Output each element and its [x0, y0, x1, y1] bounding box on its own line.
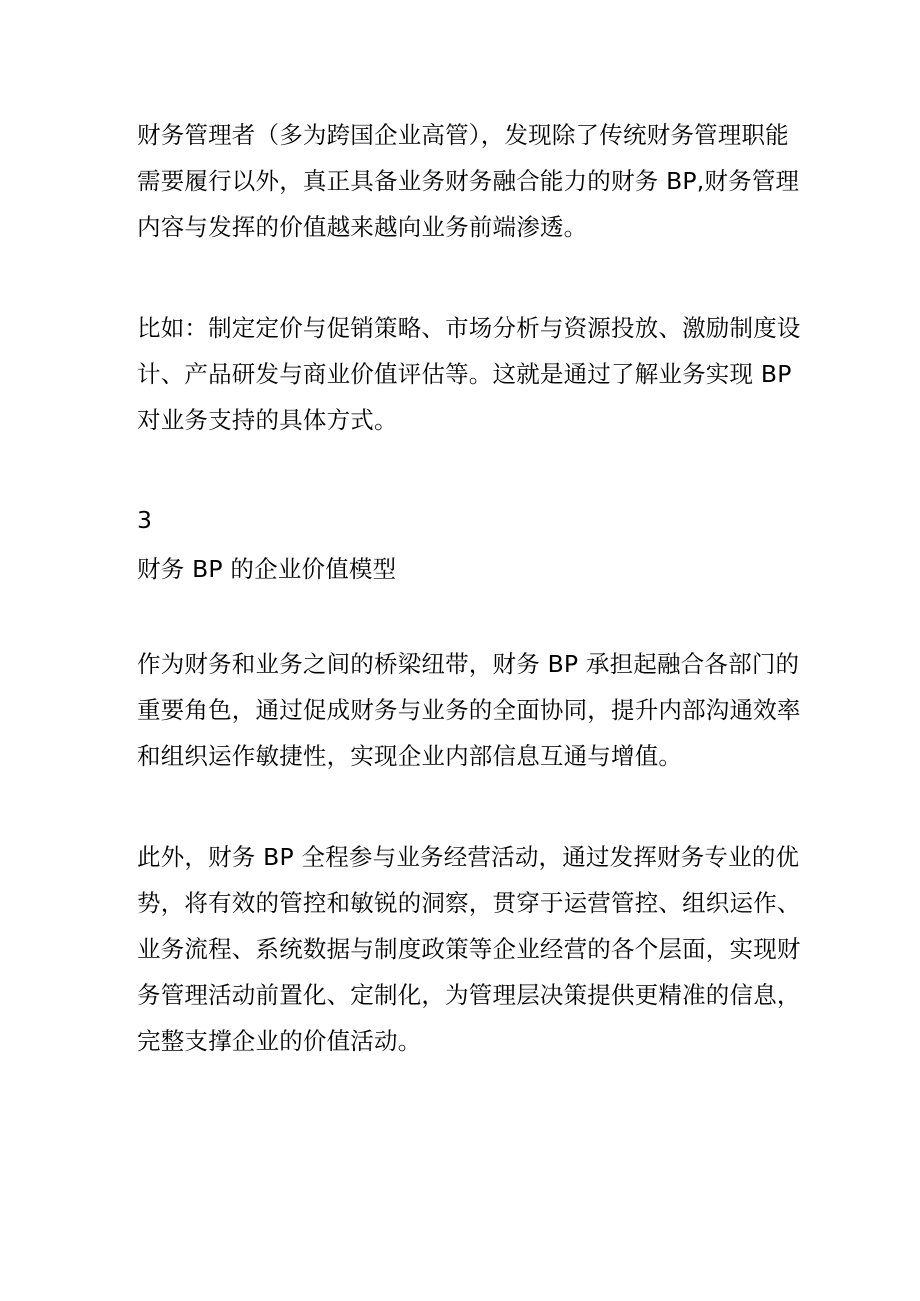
section-title: 财务 BP 的企业价值模型	[137, 555, 397, 583]
paragraph-bp-participation	[137, 834, 801, 1064]
paragraph-line: 财务管理者（多为跨国企业高管），发现除了传统财务管理职能	[137, 121, 789, 149]
paragraph-bp-bridge-role	[137, 641, 801, 779]
paragraph-line: 计、产品研发与商业价值评估等。这就是通过了解业务实现 BP	[137, 360, 792, 388]
paragraph-line: 完整支撑企业的价值活动。	[137, 1027, 422, 1055]
paragraph-line: 比如：制定定价与促销策略、市场分析与资源投放、激励制度设	[137, 314, 801, 342]
paragraph-line: 重要角色，通过促成财务与业务的全面协同，提升内部沟通效率	[137, 696, 801, 724]
paragraph-line: 和组织运作敏捷性，实现企业内部信息互通与增值。	[137, 742, 683, 770]
section-number: 3	[137, 506, 153, 534]
paragraph-line: 需要履行以外，真正具备业务财务融合能力的财务 BP,财务管理	[137, 167, 800, 195]
paragraph-line: 内容与发挥的价值越来越向业务前端渗透。	[137, 213, 588, 241]
paragraph-line: 此外，财务 BP 全程参与业务经营活动，通过发挥财务专业的优	[137, 843, 800, 871]
paragraph-line: 势，将有效的管控和敏锐的洞察，贯穿于运营管控、组织运作、	[137, 889, 801, 917]
paragraph-line: 业务流程、系统数据与制度政策等企业经营的各个层面，实现财	[137, 935, 801, 963]
paragraph-line: 对业务支持的具体方式。	[137, 406, 398, 434]
paragraph-line: 作为财务和业务之间的桥梁纽带，财务 BP 承担起融合各部门的	[137, 650, 800, 678]
paragraph-line: 务管理活动前置化、定制化，为管理层决策提供更精准的信息，	[137, 981, 801, 1009]
paragraph-bp-background	[137, 112, 800, 250]
paragraph-bp-examples	[137, 305, 801, 443]
